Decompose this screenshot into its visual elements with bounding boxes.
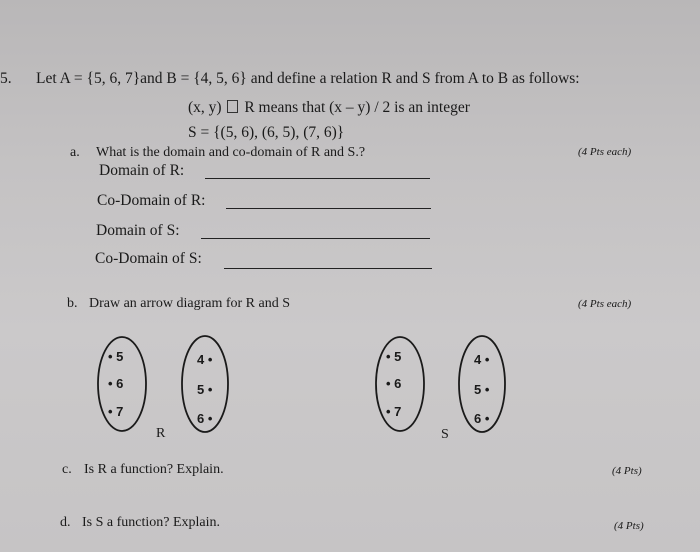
part-b-prompt: Draw an arrow diagram for R and S: [89, 296, 290, 311]
r-domain-element: • 7: [108, 404, 124, 419]
relation-r-right: R means that (x – y) / 2 is an integer: [244, 99, 470, 116]
codomain-s-label: Co-Domain of S:: [95, 250, 202, 267]
s-diagram-label: S: [441, 427, 449, 442]
r-domain-element: • 6: [108, 376, 124, 391]
s-codomain-element: 5 •: [474, 382, 490, 397]
r-diagram-label: R: [156, 426, 166, 441]
domain-s-label: Domain of S:: [96, 222, 180, 239]
codomain-r-label: Co-Domain of R:: [97, 192, 206, 209]
part-b-letter: b.: [67, 296, 78, 311]
part-b-points: (4 Pts each): [578, 298, 632, 310]
part-d-points: (4 Pts): [614, 520, 644, 532]
relation-r-left: (x, y): [188, 99, 222, 116]
s-codomain-element: 4 •: [474, 352, 490, 367]
s-domain-element: • 5: [386, 349, 402, 364]
s-domain-element: • 7: [386, 404, 402, 419]
relation-s-definition: S = {(5, 6), (6, 5), (7, 6)}: [188, 124, 345, 141]
r-domain-element: • 5: [108, 349, 124, 364]
part-a-letter: a.: [70, 145, 80, 160]
part-a-points: (4 Pts each): [578, 146, 632, 158]
part-a-prompt: What is the domain and co-domain of R and S.?: [96, 145, 366, 160]
s-codomain-element: 6 •: [474, 411, 490, 426]
question-intro: Let A = {5, 6, 7}and B = {4, 5, 6} and define a relation R and S from A to B as follows:: [36, 70, 580, 87]
part-d-prompt: Is S a function? Explain.: [82, 515, 221, 530]
s-domain-element: • 6: [386, 376, 402, 391]
part-d-letter: d.: [60, 515, 71, 530]
r-codomain-element: 5 •: [197, 382, 213, 397]
domain-r-label: Domain of R:: [99, 162, 185, 179]
question-number: 5.: [0, 70, 12, 87]
r-codomain-element: 6 •: [197, 411, 213, 426]
part-c-letter: c.: [62, 462, 72, 477]
part-c-prompt: Is R a function? Explain.: [84, 462, 224, 477]
r-codomain-element: 4 •: [197, 352, 213, 367]
part-c-points: (4 Pts): [612, 465, 642, 477]
